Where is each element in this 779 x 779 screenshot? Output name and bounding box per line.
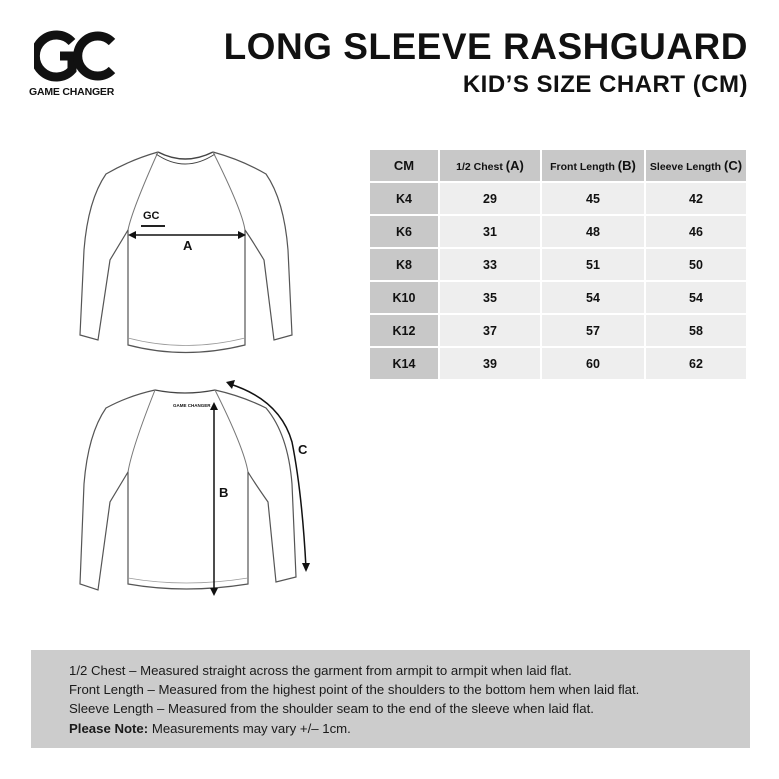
table-row <box>370 348 746 379</box>
front-length-cell: 57 <box>542 315 644 346</box>
chest-cell: 29 <box>440 183 540 214</box>
page-title: LONG SLEEVE RASHGUARD <box>223 26 748 67</box>
label-c: C <box>298 442 308 457</box>
note-chest: 1/2 Chest – Measured straight across the garment from armpit to armpit when laid flat. <box>69 663 572 678</box>
measurement-notes <box>31 650 750 748</box>
sleeve-length-cell: 58 <box>646 315 746 346</box>
note-please-label: Please Note: <box>69 720 149 736</box>
note-please <box>69 719 750 738</box>
note-sleeve-length: Sleeve Length – Measured from the shoulder seam to the end of the sleeve when laid flat. <box>69 701 594 717</box>
note-please-text: Measurements may vary +/– 1cm. <box>148 720 351 736</box>
brand-name: GAME CHANGER <box>29 86 115 98</box>
header-cm: CM <box>370 150 438 181</box>
note-front-length: Front Length – Measured from the highest point of the shoulders to the bottom hem when laid flat. <box>69 682 640 698</box>
label-a: A <box>183 238 193 253</box>
sleeve-length-cell: 50 <box>646 249 746 280</box>
front-length-cell: 51 <box>542 249 644 280</box>
header-sleeve-length: Sleeve Length (C) <box>646 150 746 181</box>
size-cell: K12 <box>370 315 438 346</box>
table-row <box>370 249 746 280</box>
chest-logo: GC <box>143 210 160 222</box>
size-cell: K4 <box>370 183 438 214</box>
chest-cell: 37 <box>440 315 540 346</box>
header-front-length: Front Length (B) <box>542 150 644 181</box>
page-subtitle: KID’S SIZE CHART (CM) <box>462 71 748 98</box>
size-cell: K10 <box>370 282 438 313</box>
size-cell: K8 <box>370 249 438 280</box>
sleeve-length-cell: 46 <box>646 216 746 247</box>
chest-logo-underline <box>141 225 165 227</box>
front-length-cell: 54 <box>542 282 644 313</box>
table-row <box>370 282 746 313</box>
label-b: B <box>219 485 229 500</box>
table-row <box>370 216 746 247</box>
table-header-row <box>370 150 746 181</box>
sleeve-length-cell: 62 <box>646 348 746 379</box>
front-length-cell: 48 <box>542 216 644 247</box>
header-chest: 1/2 Chest (A) <box>440 150 540 181</box>
chest-cell: 33 <box>440 249 540 280</box>
sleeve-length-cell: 42 <box>646 183 746 214</box>
front-length-cell: 45 <box>542 183 644 214</box>
chest-cell: 31 <box>440 216 540 247</box>
chest-cell: 35 <box>440 282 540 313</box>
size-cell: K6 <box>370 216 438 247</box>
size-chart-table <box>368 148 748 381</box>
front-length-cell: 60 <box>542 348 644 379</box>
table-row <box>370 183 746 214</box>
sleeve-length-cell: 54 <box>646 282 746 313</box>
size-cell: K14 <box>370 348 438 379</box>
chest-cell: 39 <box>440 348 540 379</box>
gc-logo-icon <box>34 28 116 84</box>
table-row <box>370 315 746 346</box>
neck-print: GAME CHANGER <box>173 403 211 408</box>
